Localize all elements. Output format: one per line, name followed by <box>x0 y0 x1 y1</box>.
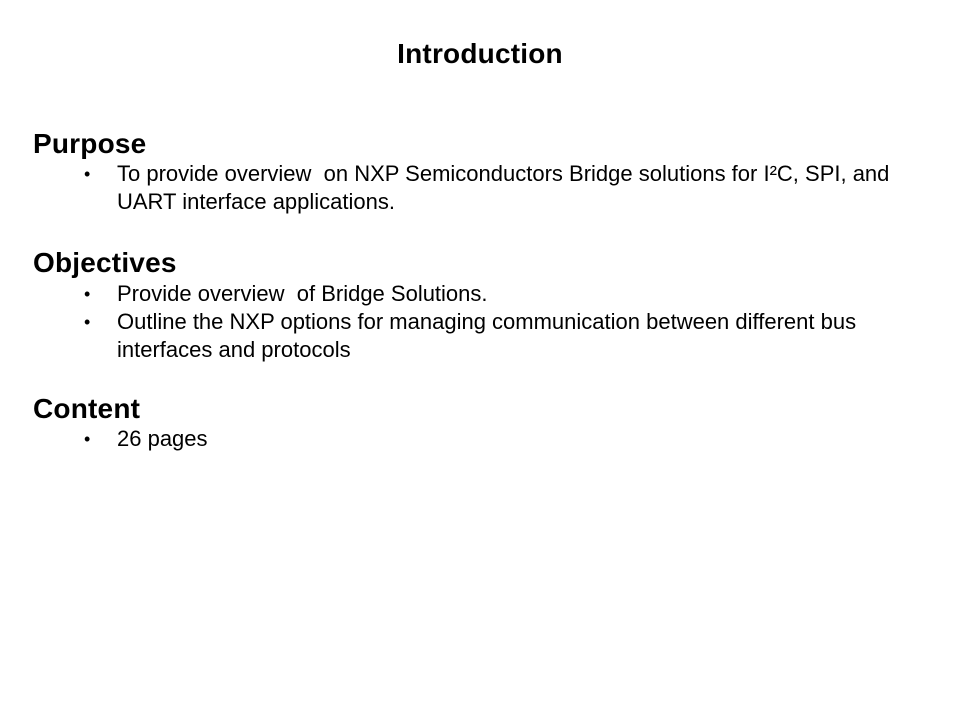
bullet-icon: • <box>84 311 91 332</box>
bullet-icon: • <box>84 164 91 185</box>
section-heading-purpose: Purpose <box>33 127 147 159</box>
section-heading-objectives: Objectives <box>33 247 177 279</box>
bullet-text: 26 pages <box>117 426 208 452</box>
bullet-icon: • <box>84 429 91 450</box>
list-item <box>0 280 960 308</box>
bullet-text: Provide overview of Bridge Solutions. <box>117 280 488 306</box>
content-bullet-list <box>0 425 960 453</box>
bullet-icon: • <box>84 283 91 304</box>
list-item <box>0 160 960 216</box>
slide-title: Introduction <box>397 38 563 69</box>
bullet-text: To provide overview on NXP Semiconductors Bridge solutions for I²C, SPI, and UART interface applications. <box>117 161 896 215</box>
section-heading-content: Content <box>33 392 141 424</box>
list-item <box>0 425 960 453</box>
objectives-bullet-list <box>0 280 960 364</box>
list-item <box>0 308 960 364</box>
bullet-text: Outline the NXP options for managing communication between different bus interfaces and protocols <box>117 308 863 362</box>
purpose-bullet-list <box>0 160 960 216</box>
